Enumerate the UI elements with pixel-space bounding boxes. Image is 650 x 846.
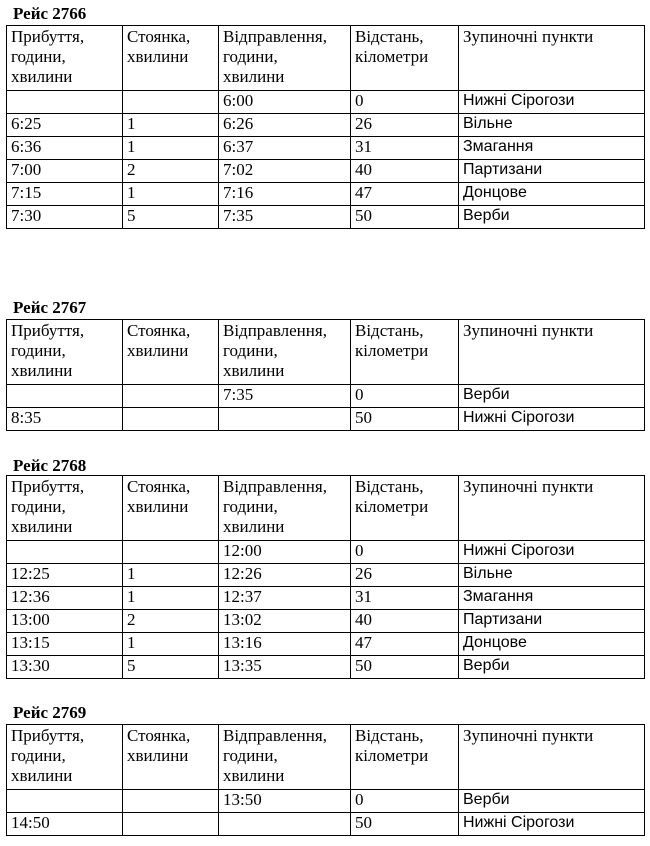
cell-arrival: 14:50 — [7, 813, 123, 836]
table-row — [7, 160, 645, 183]
table-row — [7, 587, 645, 610]
header-departure — [219, 320, 351, 385]
route-title: Рейс 2766 — [13, 4, 87, 23]
cell-arrival — [7, 541, 123, 564]
header-label: Відстань, кілометри — [355, 726, 429, 765]
cell-departure: 13:16 — [219, 633, 351, 656]
cell-stop — [123, 91, 219, 114]
cell-stop — [123, 541, 219, 564]
cell-arrival: 7:30 — [7, 206, 123, 229]
cell-arrival: 6:36 — [7, 137, 123, 160]
table-row — [7, 408, 645, 431]
header-stop — [123, 26, 219, 91]
cell-arrival: 12:25 — [7, 564, 123, 587]
header-label: Прибуття, години, хвилини — [11, 27, 85, 86]
table-row — [7, 541, 645, 564]
cell-distance: 47 — [351, 183, 459, 206]
cell-distance: 50 — [351, 813, 459, 836]
cell-distance: 40 — [351, 160, 459, 183]
cell-stop: 5 — [123, 206, 219, 229]
header-distance — [351, 476, 459, 541]
header-label: Відправлення, години, хвилини — [223, 27, 327, 86]
cell-departure: 13:50 — [219, 790, 351, 813]
cell-departure: 6:26 — [219, 114, 351, 137]
cell-arrival: 6:25 — [7, 114, 123, 137]
header-row — [7, 320, 645, 385]
cell-departure — [219, 813, 351, 836]
cell-stop-name: Верби — [459, 790, 645, 813]
header-label: Відправлення, години, хвилини — [223, 726, 327, 785]
cell-stop-name: Нижні Сірогози — [459, 91, 645, 114]
cell-stop — [123, 385, 219, 408]
header-stop — [123, 320, 219, 385]
table-row — [7, 114, 645, 137]
header-label: Зупиночні пункти — [463, 321, 594, 340]
cell-arrival — [7, 91, 123, 114]
cell-stop-name: Донцове — [459, 633, 645, 656]
cell-stop-name: Змагання — [459, 137, 645, 160]
cell-stop-name: Партизани — [459, 610, 645, 633]
cell-stop-name: Верби — [459, 656, 645, 679]
header-stops — [459, 725, 645, 790]
cell-distance: 50 — [351, 206, 459, 229]
cell-stop-name: Верби — [459, 385, 645, 408]
cell-distance: 40 — [351, 610, 459, 633]
cell-arrival — [7, 385, 123, 408]
header-label: Зупиночні пункти — [463, 27, 594, 46]
table-row — [7, 183, 645, 206]
header-label: Прибуття, години, хвилини — [11, 726, 85, 785]
cell-distance: 0 — [351, 91, 459, 114]
header-row — [7, 26, 645, 91]
header-label: Відстань, кілометри — [355, 321, 429, 360]
cell-stop-name: Змагання — [459, 587, 645, 610]
cell-stop: 2 — [123, 160, 219, 183]
cell-departure: 12:37 — [219, 587, 351, 610]
cell-stop: 1 — [123, 183, 219, 206]
header-label: Відстань, кілометри — [355, 27, 429, 66]
table-row — [7, 790, 645, 813]
cell-arrival: 13:00 — [7, 610, 123, 633]
cell-arrival: 12:36 — [7, 587, 123, 610]
table-row — [7, 610, 645, 633]
header-label: Прибуття, години, хвилини — [11, 321, 85, 380]
header-label: Зупиночні пункти — [463, 726, 594, 745]
header-label: Відправлення, години, хвилини — [223, 321, 327, 380]
header-stop — [123, 725, 219, 790]
header-departure — [219, 725, 351, 790]
header-stops — [459, 320, 645, 385]
cell-stop: 1 — [123, 633, 219, 656]
header-label: Стоянка, хвилини — [127, 321, 191, 360]
cell-departure: 13:35 — [219, 656, 351, 679]
table-row — [7, 206, 645, 229]
cell-departure: 7:35 — [219, 206, 351, 229]
cell-distance: 31 — [351, 587, 459, 610]
cell-stop-name: Донцове — [459, 183, 645, 206]
header-row — [7, 725, 645, 790]
table-row — [7, 137, 645, 160]
cell-arrival: 13:30 — [7, 656, 123, 679]
header-stops — [459, 476, 645, 541]
cell-stop — [123, 790, 219, 813]
header-arrival — [7, 320, 123, 385]
route-title: Рейс 2767 — [13, 298, 87, 317]
route-title: Рейс 2768 — [13, 456, 87, 475]
header-stop — [123, 476, 219, 541]
table-row — [7, 656, 645, 679]
header-label: Прибуття, години, хвилини — [11, 477, 85, 536]
cell-stop-name: Партизани — [459, 160, 645, 183]
cell-distance: 26 — [351, 564, 459, 587]
route-title: Рейс 2769 — [13, 703, 87, 722]
header-distance — [351, 320, 459, 385]
schedule-table — [6, 724, 645, 836]
cell-stop-name: Нижні Сірогози — [459, 813, 645, 836]
cell-stop-name: Нижні Сірогози — [459, 541, 645, 564]
cell-stop-name: Вільне — [459, 564, 645, 587]
cell-stop-name: Верби — [459, 206, 645, 229]
cell-departure: 7:16 — [219, 183, 351, 206]
cell-stop: 1 — [123, 137, 219, 160]
cell-distance: 0 — [351, 541, 459, 564]
header-departure — [219, 476, 351, 541]
table-row — [7, 813, 645, 836]
header-arrival — [7, 26, 123, 91]
schedule-table — [6, 25, 645, 229]
header-label: Відправлення, години, хвилини — [223, 477, 327, 536]
cell-departure: 7:35 — [219, 385, 351, 408]
cell-distance: 50 — [351, 656, 459, 679]
cell-distance: 0 — [351, 385, 459, 408]
cell-distance: 0 — [351, 790, 459, 813]
cell-distance: 31 — [351, 137, 459, 160]
cell-departure: 12:26 — [219, 564, 351, 587]
table-row — [7, 385, 645, 408]
table-row — [7, 91, 645, 114]
header-distance — [351, 725, 459, 790]
cell-arrival: 13:15 — [7, 633, 123, 656]
cell-stop-name: Нижні Сірогози — [459, 408, 645, 431]
header-departure — [219, 26, 351, 91]
header-distance — [351, 26, 459, 91]
cell-arrival: 7:15 — [7, 183, 123, 206]
cell-departure: 12:00 — [219, 541, 351, 564]
cell-stop: 1 — [123, 114, 219, 137]
cell-stop: 5 — [123, 656, 219, 679]
cell-arrival: 8:35 — [7, 408, 123, 431]
table-row — [7, 633, 645, 656]
header-arrival — [7, 725, 123, 790]
cell-stop — [123, 813, 219, 836]
table-row — [7, 564, 645, 587]
header-stops — [459, 26, 645, 91]
header-row — [7, 476, 645, 541]
cell-departure: 6:37 — [219, 137, 351, 160]
header-label: Стоянка, хвилини — [127, 27, 191, 66]
cell-departure: 7:02 — [219, 160, 351, 183]
cell-stop — [123, 408, 219, 431]
header-label: Відстань, кілометри — [355, 477, 429, 516]
cell-departure: 13:02 — [219, 610, 351, 633]
header-arrival — [7, 476, 123, 541]
cell-stop-name: Вільне — [459, 114, 645, 137]
header-label: Стоянка, хвилини — [127, 726, 191, 765]
cell-arrival: 7:00 — [7, 160, 123, 183]
cell-distance: 50 — [351, 408, 459, 431]
header-label: Стоянка, хвилини — [127, 477, 191, 516]
cell-departure: 6:00 — [219, 91, 351, 114]
cell-stop: 2 — [123, 610, 219, 633]
cell-arrival — [7, 790, 123, 813]
header-label: Зупиночні пункти — [463, 477, 594, 496]
cell-distance: 47 — [351, 633, 459, 656]
cell-distance: 26 — [351, 114, 459, 137]
schedule-table — [6, 475, 645, 679]
cell-stop: 1 — [123, 587, 219, 610]
cell-stop: 1 — [123, 564, 219, 587]
cell-departure — [219, 408, 351, 431]
schedule-table — [6, 319, 645, 431]
